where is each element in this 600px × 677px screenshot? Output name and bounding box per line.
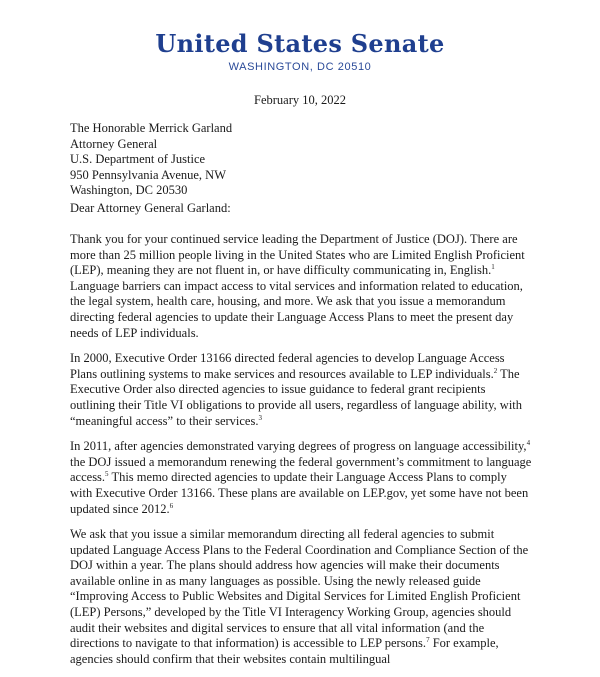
senate-title: United States Senate — [155, 29, 445, 58]
paragraph-text: We ask that you issue a similar memorandum directing all federal agencies to submit updated Language Access Plans to the Federal Coordination and Compliance Section of the DOJ within a year. The plans should address how agencies will make their documents available online in as many languages as possible. Using the newly released guide “Improving Access to Public Websites and Digital Services for Limited English Proficient (LEP) Persons,” developed by the Title VI Interagency Working Group, agencies should audit their websites and digital services to ensure that all vital information (and the directions to navigate to that information) is accessible to LEP persons. — [70, 527, 529, 651]
paragraph-text: For example, agencies should confirm that their websites contain multilingual — [70, 636, 499, 666]
footnote-ref: 7 — [426, 636, 430, 645]
paragraph — [70, 351, 532, 429]
letterhead — [0, 30, 600, 73]
footnote-ref: 5 — [105, 470, 109, 479]
footnote-ref: 6 — [169, 501, 174, 510]
footnote-ref: 1 — [491, 263, 495, 272]
recipient-title: Attorney General — [70, 136, 158, 151]
recipient-department: U.S. Department of Justice — [70, 152, 206, 167]
paragraph-text: Language barriers can impact access to vital services and information related to education, the legal system, health care, housing, and more. We ask that you issue a memorandum directing federal agencies to update their Language Access Plans to meet the present day needs of LEP individuals. — [70, 278, 523, 340]
letter-date: February 10, 2022 — [254, 93, 346, 107]
paragraph-text: the DOJ issued a memorandum renewing the federal government’s commitment to language access. — [70, 454, 532, 485]
paragraph-text: Thank you for your continued service leading the Department of Justice (DOJ). There are more than 25 million people living in the United States who are Limited English Proficient (LEP), meaning they are not fluent in, or have difficulty communicating in, English. — [70, 232, 525, 278]
recipient-name: The Honorable Merrick Garland — [70, 121, 233, 135]
footnote-ref: 4 — [526, 438, 531, 447]
salutation: Dear Attorney General Garland: — [70, 201, 231, 215]
paragraph — [70, 439, 532, 517]
paragraph-text: In 2011, after agencies demonstrated varying degrees of progress on language accessibility, — [70, 439, 527, 454]
paragraph — [70, 527, 532, 667]
letter-body — [70, 232, 532, 677]
footnote-ref: 2 — [493, 366, 498, 375]
senate-location: WASHINGTON, DC 20510 — [228, 61, 372, 73]
recipient-address — [70, 121, 232, 199]
paragraph-text: The Executive Order also directed agencies to issue guidance to federal grant recipients outlining their Title VI obligations to provide all users, regardless of language ability, with “meaningful access” to their services. — [70, 366, 523, 428]
footnote-ref: 3 — [258, 413, 262, 422]
paragraph-text: This memo directed agencies to update their Language Access Plans to comply with Executive Order 13166. These plans are available on LEP.gov, yet some have not been updated since 2012. — [70, 470, 529, 516]
recipient-city: Washington, DC 20530 — [70, 183, 188, 198]
paragraph — [70, 232, 532, 341]
paragraph-text: In 2000, Executive Order 13166 directed federal agencies to develop Language Access Plans outlining systems to make services and resources available to LEP individuals. — [70, 351, 505, 381]
recipient-street: 950 Pennsylvania Avenue, NW — [70, 167, 226, 182]
